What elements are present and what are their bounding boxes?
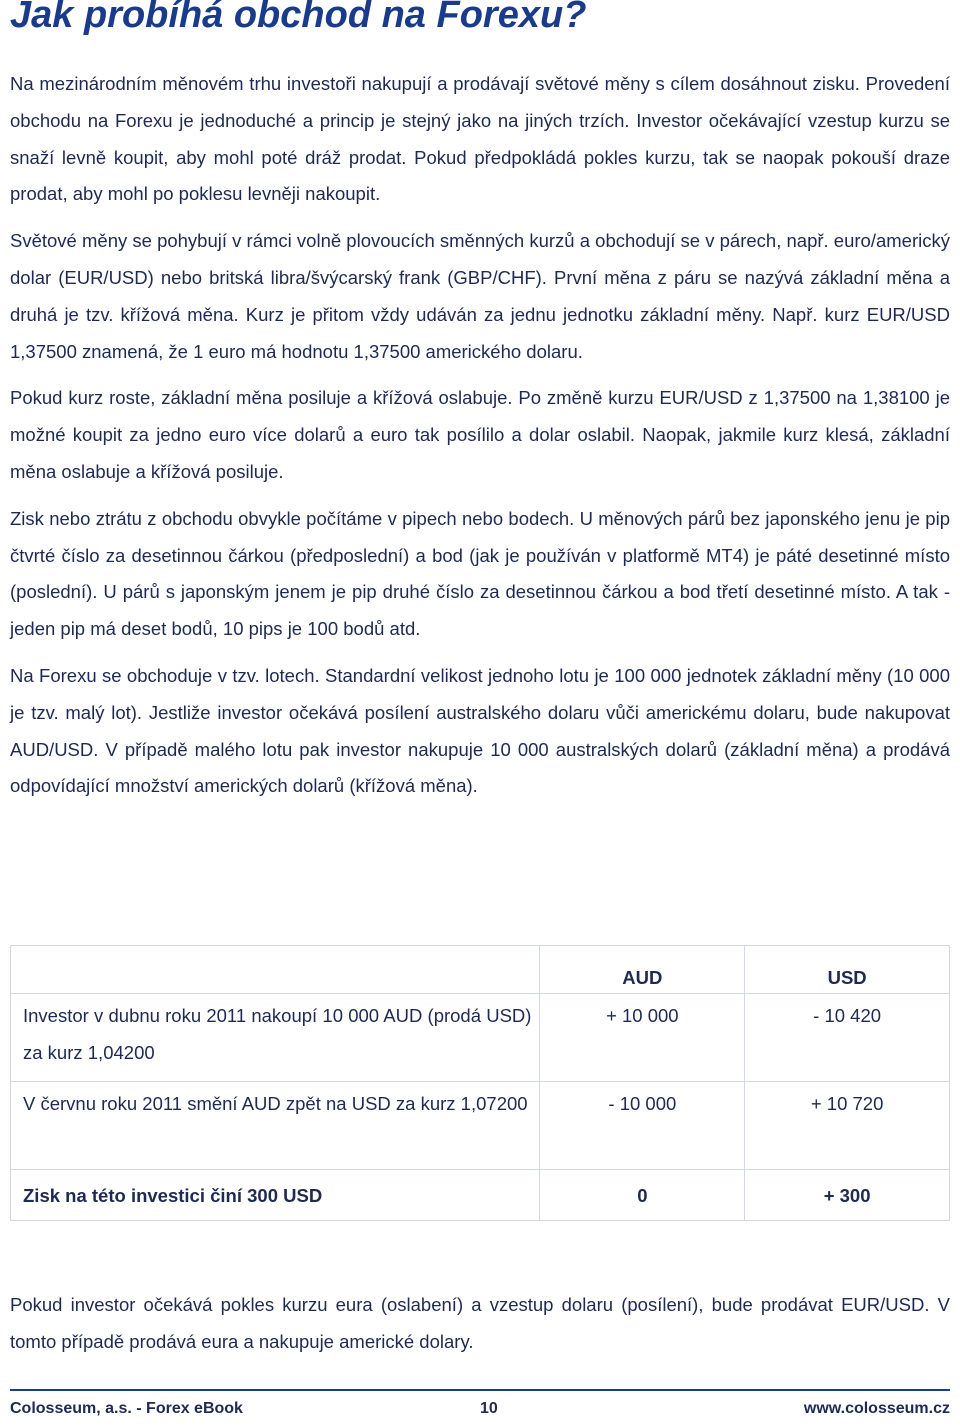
table-total-cell: Zisk na této investici činí 300 USD (11, 1170, 540, 1221)
table-cell: Investor v dubnu roku 2011 nakoupí 10 000 AUD (prodá USD) za kurz 1,04200 (11, 994, 540, 1082)
footer-publisher: Colosseum, a.s. - Forex eBook (10, 1400, 243, 1417)
table-total-cell: 0 (540, 1170, 745, 1221)
paragraph-pips: Zisk nebo ztrátu z obchodu obvykle počítáme v pipech nebo bodech. U měnových párů bez japonského jenu je pip čtvrté číslo za desetinnou čárkou (předposlední) a bod (jak je používán v platformě MT4) je páté desetinné místo (poslední). U párů s japonským jenem je pip druhé číslo za desetinnou čárkou a bod třetí desetinné místo. A tak - jeden pip má deset bodů, 10 pips je 100 bodů atd. (10, 507, 950, 640)
table-cell: - 10 000 (540, 1082, 745, 1170)
footer-page-number: 10 (480, 1400, 498, 1417)
table-row (11, 1082, 950, 1170)
page-footer (10, 1400, 950, 1422)
page-title: Jak probíhá obchod na Forexu? (10, 0, 587, 36)
table-row (11, 994, 950, 1082)
paragraph-lots: Na Forexu se obchoduje v tzv. lotech. Standardní velikost jednoho lotu je 100 000 jednotek základní měny (10 000 je tzv. malý lot). Jestliže investor očekává posílení australského dolaru vůči americkému dolaru, bude nakupovat AUD/USD. V případě malého lotu pak investor nakupuje 10 000 australských dolarů (základní měna) a prodává odpovídající množství amerických dolarů (křížová měna). (10, 664, 950, 797)
table-cell: V červnu roku 2011 smění AUD zpět na USD za kurz 1,07200 (11, 1082, 540, 1170)
table-cell: + 10 720 (745, 1082, 950, 1170)
table-header-row (11, 946, 950, 994)
paragraph-currency-pairs: Světové měny se pohybují v rámci volně plovoucích směnných kurzů a obchodují se v párech, např. euro/americký dolar (EUR/USD) nebo britská libra/švýcarský frank (GBP/CHF). První měna z páru se nazývá základní měna a druhá je tzv. křížová měna. Kurz je přitom vždy udáván za jednu jednotku základní měny. Např. kurz EUR/USD 1,37500 znamená, že 1 euro má hodnotu 1,37500 amerického dolaru. (10, 230, 950, 362)
table-total-cell: + 300 (745, 1170, 950, 1221)
table-total-row (11, 1170, 950, 1221)
table-header-cell: AUD (540, 946, 745, 994)
paragraph-closing: Pokud investor očekává pokles kurzu eura (oslabení) a vzestup dolaru (posílení), bude prodávat EUR/USD. V tomto případě prodává eura a nakupuje americké dolary. (10, 1294, 950, 1352)
table-cell: + 10 000 (540, 994, 745, 1082)
table-cell: - 10 420 (745, 994, 950, 1082)
investment-table (10, 945, 950, 1221)
paragraph-intro: Na mezinárodním měnovém trhu investoři nakupují a prodávají světové měny s cílem dosáhnout zisku. Provedení obchodu na Forexu je jednoduché a princip je stejný jako na jiných trzích. Investor očekávající vzestup kurzu se snaží levně koupit, aby mohl poté dráž prodat. Pokud předpokládá pokles kurzu, tak se naopak pokouší draze prodat, aby mohl po poklesu levněji nakoupit. (10, 73, 950, 205)
table-header-cell: USD (745, 946, 950, 994)
body-text (10, 66, 950, 815)
footer-website: www.colosseum.cz (803, 1400, 950, 1417)
paragraph-rate-change: Pokud kurz roste, základní měna posiluje a křížová oslabuje. Po změně kurzu EUR/USD z 1,37500 na 1,38100 je možné koupit za jedno euro více dolarů a euro tak posílilo a dolar oslabil. Naopak, jakmile kurz klesá, základní měna oslabuje a křížová posiluje. (10, 387, 950, 482)
table-header-cell (11, 946, 540, 994)
footer-divider (10, 1389, 950, 1391)
